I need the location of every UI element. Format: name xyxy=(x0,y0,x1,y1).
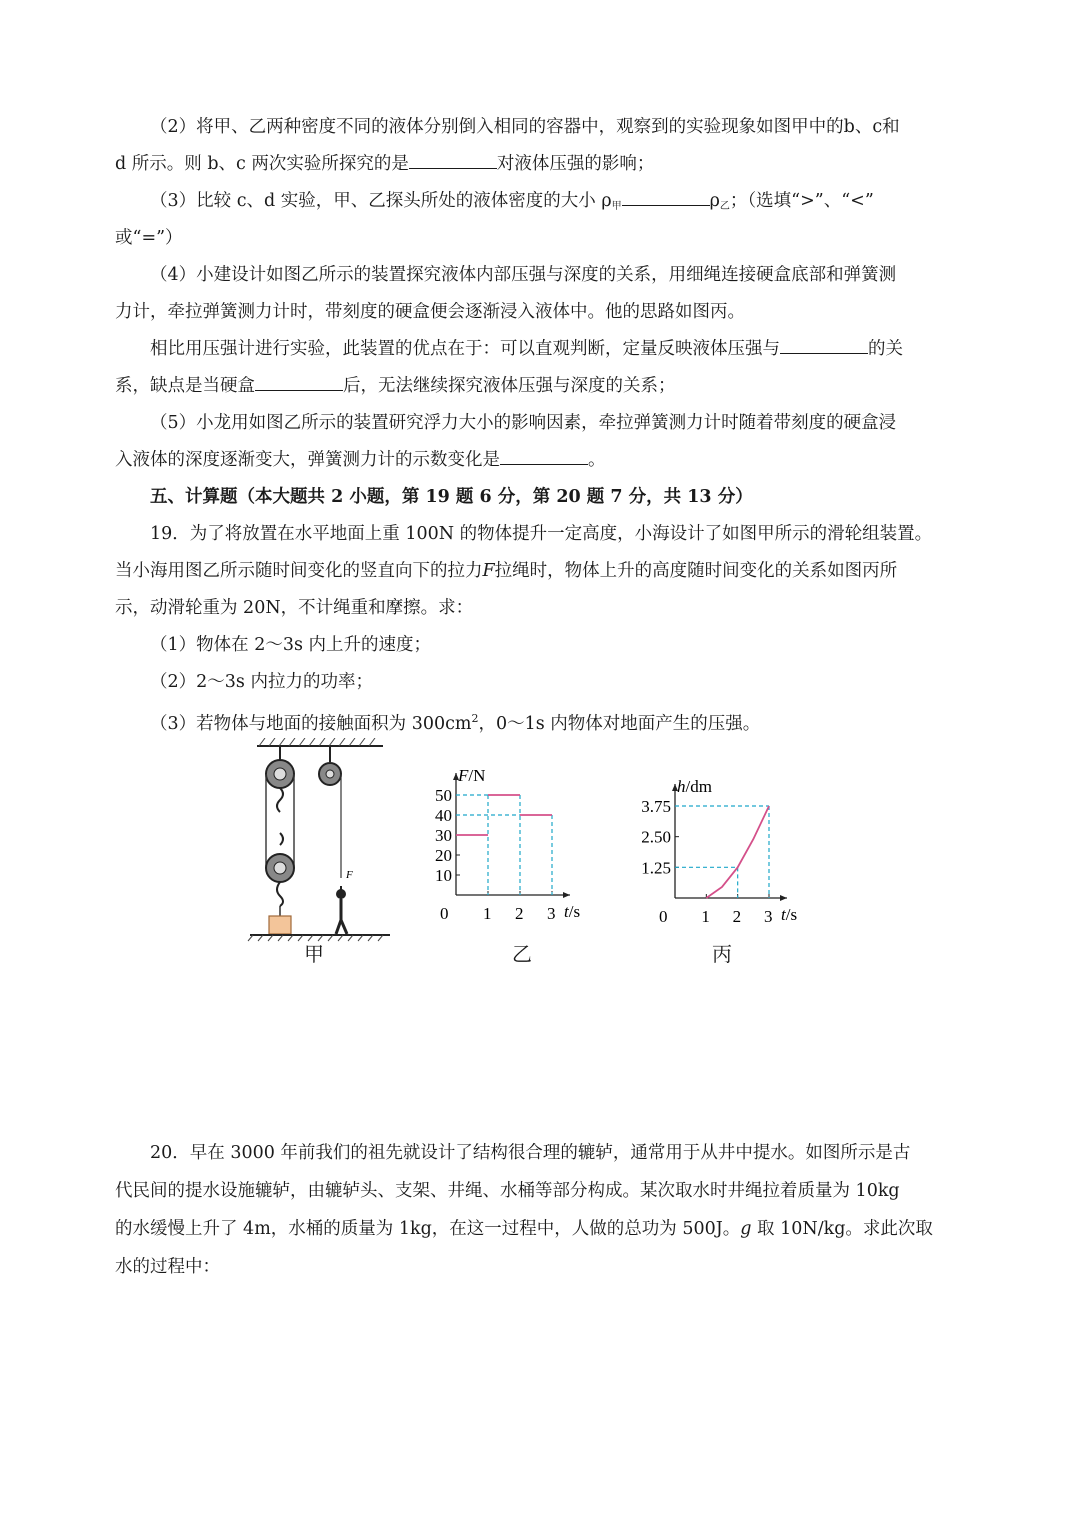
q-part2-line2 xyxy=(115,152,654,176)
q19-line3: 示，动滑轮重为 20N，不计绳重和摩擦。求： xyxy=(115,598,474,618)
q-part3-text-c: ；（选填“>”、“<” xyxy=(729,191,874,211)
chart-force-time xyxy=(420,760,600,930)
q19-text-b: 拉绳时，物体上升的高度随时间变化的关系如图丙所 xyxy=(494,561,898,581)
figure-caption-yi: 乙 xyxy=(512,942,532,966)
q20-line1: 20．早在 3000 年前我们的祖先就设计了结构很合理的辘轳，通常用于从井中提水。如图所示是古 xyxy=(150,1143,911,1163)
q-part5-line1: （5）小龙用如图乙所示的装置研究浮力大小的影响因素，牵拉弹簧测力计时随着带刻度的硬盒浸 xyxy=(150,413,897,433)
x-tick-label: 2 xyxy=(732,907,742,926)
q-part3-line1 xyxy=(150,189,874,219)
answer-blank-2[interactable] xyxy=(622,189,710,206)
object-block xyxy=(269,916,291,934)
q20-line4: 水的过程中： xyxy=(115,1257,220,1277)
y-tick-label: 50 xyxy=(435,786,452,805)
q-part4-text-b: 的关 xyxy=(868,339,903,359)
q-part5-text-a: 入液体的深度逐渐变大，弹簧测力计的示数变化是 xyxy=(115,450,500,470)
q20-text-b: 取 10N/kg。求此次取 xyxy=(751,1219,933,1239)
q19-text-a: 当小海用图乙所示随时间变化的竖直向下的拉力 xyxy=(115,561,483,581)
y-tick-label: 1.25 xyxy=(641,858,671,878)
answer-blank-5[interactable] xyxy=(500,448,588,465)
q19-line1: 19．为了将放置在水平地面上重 100N 的物体提升一定高度，小海设计了如图甲所示的滑轮组装置。 xyxy=(150,524,933,544)
rho-sub-jia: 甲 xyxy=(611,201,622,212)
q-part2-line1: （2）将甲、乙两种密度不同的液体分别倒入相同的容器中，观察到的实验现象如图甲中的b、c和 xyxy=(150,117,900,137)
q19-sub2: （2）2～3s 内拉力的功率； xyxy=(150,672,373,692)
q19-force-symbol: F xyxy=(482,561,495,581)
q-part2-text-b: 对液体压强的影响； xyxy=(496,154,655,174)
q-part4-text-d: 后，无法继续探究液体压强与深度的关系； xyxy=(343,376,676,396)
q20-g-symbol: g xyxy=(740,1219,752,1239)
q-part4-line3 xyxy=(150,337,903,361)
q20-line3 xyxy=(115,1217,933,1241)
q-part2-text-a: d 所示。则 b、c 两次实验所探究的是 xyxy=(115,154,409,174)
q-part4-line1: （4）小建设计如图乙所示的装置探究液体内部压强与深度的关系，用细绳连接硬盒底部和弹簧测 xyxy=(150,265,897,285)
q19-sub3-text-a: （3）若物体与地面的接触面积为 300cm xyxy=(150,714,472,734)
y-tick-label: 2.50 xyxy=(641,827,671,847)
q-part4-line2: 力计，牵拉弹簧测力计时，带刻度的硬盒便会逐渐浸入液体中。他的思路如图丙。 xyxy=(115,302,745,322)
x-axis-arrow xyxy=(563,892,570,898)
y-tick-label: 10 xyxy=(435,866,452,885)
q19-sub1: （1）物体在 2～3s 内上升的速度； xyxy=(150,635,432,655)
x-tick-label: 1 xyxy=(483,904,492,923)
x-tick-label: 2 xyxy=(515,904,524,923)
x-axis-label: t/s xyxy=(781,905,798,924)
q19-sub3-text-b: ，0～1s 内物体对地面产生的压强。 xyxy=(478,714,761,734)
origin-label: 0 xyxy=(440,904,449,923)
q19-sub3 xyxy=(150,707,760,736)
y-tick-label: 40 xyxy=(435,806,452,825)
figure-caption-jia: 甲 xyxy=(304,942,324,966)
q-part4-text-a: 相比用压强计进行实验，此装置的优点在于：可以直观判断，定量反映液体压强与 xyxy=(150,339,780,359)
q-part4-text-c: 系，缺点是当硬盒 xyxy=(115,376,255,396)
q19-line2 xyxy=(115,559,897,583)
figure-caption-bing: 丙 xyxy=(712,942,732,966)
q-part3-text-a: （3）比较 c、d 实验，甲、乙探头所处的液体密度的大小 ρ xyxy=(150,191,612,211)
q-part5-text-b: 。 xyxy=(588,450,606,470)
origin-label: 0 xyxy=(659,907,668,926)
answer-blank-4[interactable] xyxy=(255,374,343,391)
rho-symbol: ρ xyxy=(709,191,720,211)
y-tick-label: 20 xyxy=(435,846,452,865)
q-part4-line4 xyxy=(115,374,676,398)
force-label: F xyxy=(346,869,353,881)
y-axis-label: h/dm xyxy=(677,777,712,796)
q-part3-line2: 或“=”） xyxy=(115,228,183,248)
q20-text-a: 的水缓慢上升了 4m，水桶的质量为 1kg，在这一过程中，人做的总功为 500J。 xyxy=(115,1219,741,1239)
y-tick-label: 30 xyxy=(435,826,452,845)
x-axis-label: t/s xyxy=(564,902,581,921)
answer-blank-1[interactable] xyxy=(409,152,497,169)
x-tick-label: 3 xyxy=(764,907,773,926)
q20-line2: 代民间的提水设施辘轳，由辘轳头、支架、井绳、水桶等部分构成。某次取水时井绳拉着质量为 10kg xyxy=(115,1181,900,1201)
pulley-figure xyxy=(245,738,395,948)
section-heading: 五、计算题（本大题共 2 小题，第 19 题 6 分，第 20 题 7 分，共 13 分） xyxy=(150,487,753,507)
rho-sub-yi: 乙 xyxy=(719,201,730,212)
q19-sub3-sup: 2 xyxy=(471,712,479,725)
answer-blank-3[interactable] xyxy=(780,337,868,354)
x-axis-arrow xyxy=(780,895,787,901)
y-tick-label: 3.75 xyxy=(641,797,671,816)
x-tick-label: 1 xyxy=(701,907,710,926)
chart-height-time xyxy=(625,760,810,930)
x-tick-label: 3 xyxy=(547,904,556,923)
y-axis-label: F/N xyxy=(458,766,486,785)
q-part5-line2 xyxy=(115,448,606,472)
